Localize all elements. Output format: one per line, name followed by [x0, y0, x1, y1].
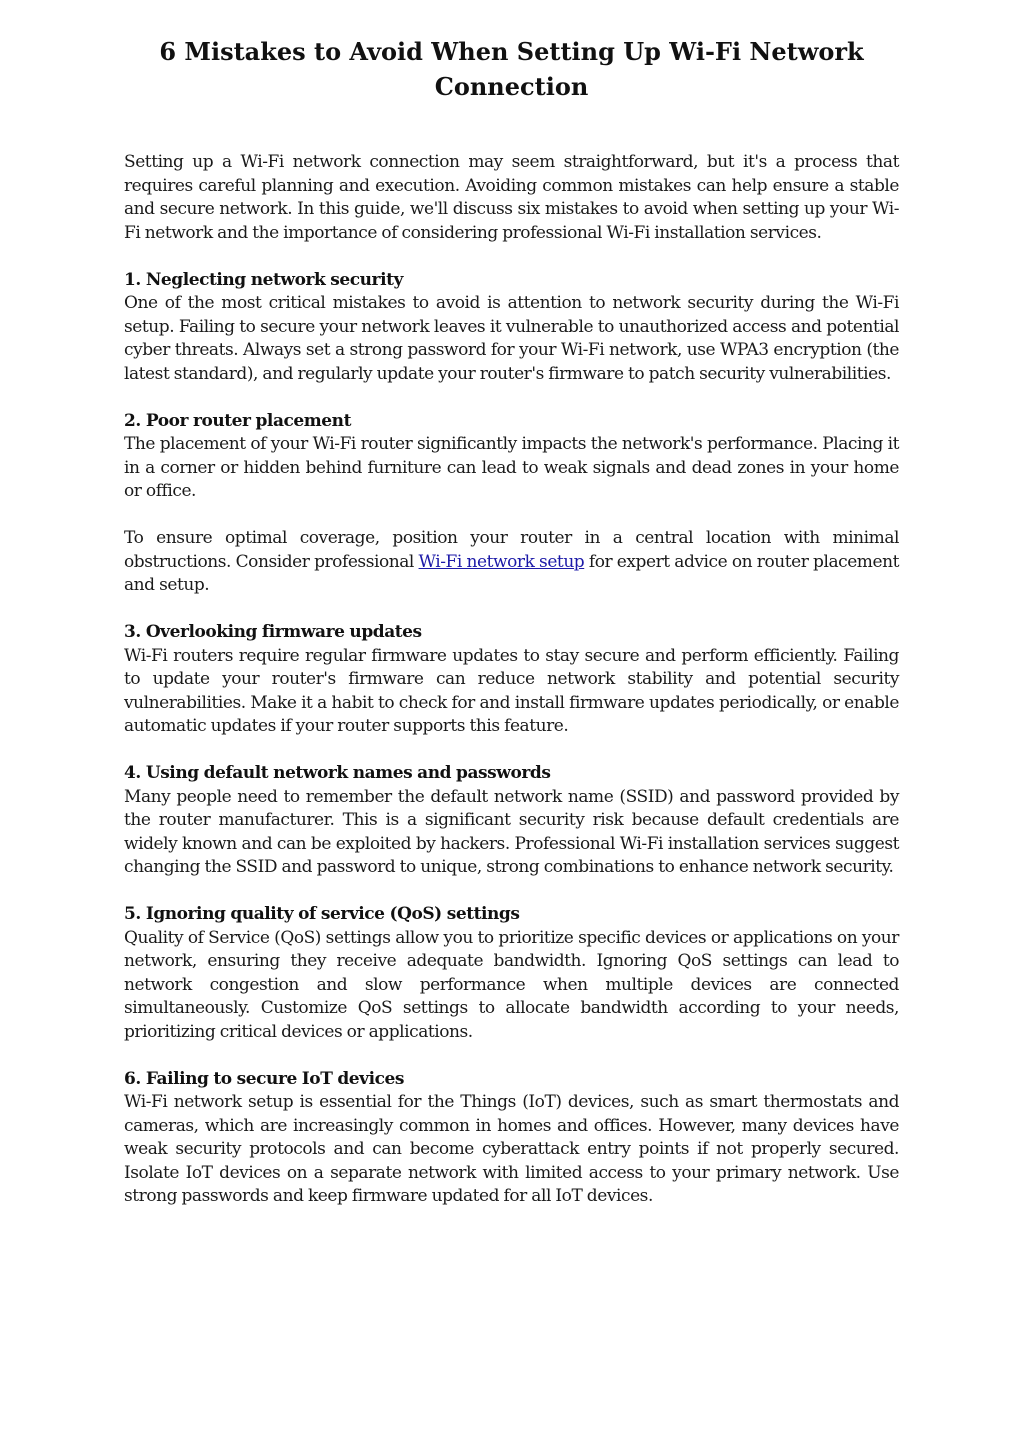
- section-firmware-updates: [124, 621, 899, 739]
- page-title: 6 Mistakes to Avoid When Setting Up Wi-Fi Network Connection: [159, 37, 864, 101]
- section-iot-devices: [124, 1068, 899, 1209]
- intro-paragraph: Setting up a Wi-Fi network connection may seem straightforward, but it's a process that requires careful planning and execution. Avoiding common mistakes can help ensure a stable and secure network. In this guide, we'll discuss six mistakes to avoid when setting up your Wi-Fi network and the importance of considering professional Wi-Fi installation services.: [124, 152, 899, 243]
- section-heading: 4. Using default network names and passwords: [124, 763, 551, 783]
- section-paragraph: One of the most critical mistakes to avoid is attention to network security during the Wi-Fi setup. Failing to secure your network leaves it vulnerable to unauthorized access and potential cyber threats. Always set a strong password for your Wi-Fi network, use WPA3 encryption (the latest standard), and regularly update your router's firmware to patch security vulnerabilities.: [124, 293, 899, 384]
- wifi-network-setup-link[interactable]: Wi-Fi network setup: [418, 551, 585, 572]
- section-heading: 1. Neglecting network security: [124, 269, 403, 290]
- paragraph-text: for expert advice on router placement and setup.: [124, 551, 899, 595]
- section-paragraph: Wi-Fi network setup is essential for the Things (IoT) devices, such as smart thermostats and cameras, which are increasingly common in homes and offices. However, many devices have weak security protocols and can become cyberattack entry points if not properly secured. Isolate IoT devices on a separate network with limited access to your primary network. Use strong passwords and keep firmware updated for all IoT devices.: [124, 1092, 899, 1206]
- section-qos-settings: [124, 903, 899, 1044]
- paragraph-text: To ensure optimal coverage, position your router in a central location with minimal obstructions. Consider professional: [124, 528, 899, 572]
- section-paragraph: Many people need to remember the default network name (SSID) and password provided by the router manufacturer. This is a significant security risk because default credentials are widely known and can be exploited by hackers. Professional Wi-Fi installation services suggest changing the SSID and password to unique, strong combinations to enhance network security.: [124, 786, 899, 877]
- section-paragraph: Quality of Service (QoS) settings allow you to prioritize specific devices or applications on your network, ensuring they receive adequate bandwidth. Ignoring QoS settings can lead to network congestion and slow performance when multiple devices are connected simultaneously. Customize QoS settings to allocate bandwidth according to your needs, prioritizing critical devices or applications.: [124, 927, 899, 1042]
- article-body: [124, 151, 899, 1232]
- section-heading: 6. Failing to secure IoT devices: [124, 1068, 404, 1089]
- section-heading: 3. Overlooking firmware updates: [124, 622, 422, 642]
- section-heading: 2. Poor router placement: [124, 410, 351, 431]
- section-paragraph-2: [124, 527, 899, 598]
- section-neglecting-security: [124, 269, 899, 387]
- section-default-credentials: [124, 762, 899, 880]
- section-router-placement: [124, 410, 899, 598]
- section-paragraph: Wi-Fi routers require regular firmware updates to stay secure and perform efficiently. Failing to update your router's firmware can reduce network stability and potential security vulnerabilities. Make it a habit to check for and install firmware updates periodically, or enable automatic updates if your router supports this feature.: [124, 645, 899, 736]
- section-paragraph: The placement of your Wi-Fi router significantly impacts the network's performance. Placing it in a corner or hidden behind furniture can lead to weak signals and dead zones in your home or office.: [124, 434, 899, 501]
- section-heading: 5. Ignoring quality of service (QoS) settings: [124, 904, 520, 924]
